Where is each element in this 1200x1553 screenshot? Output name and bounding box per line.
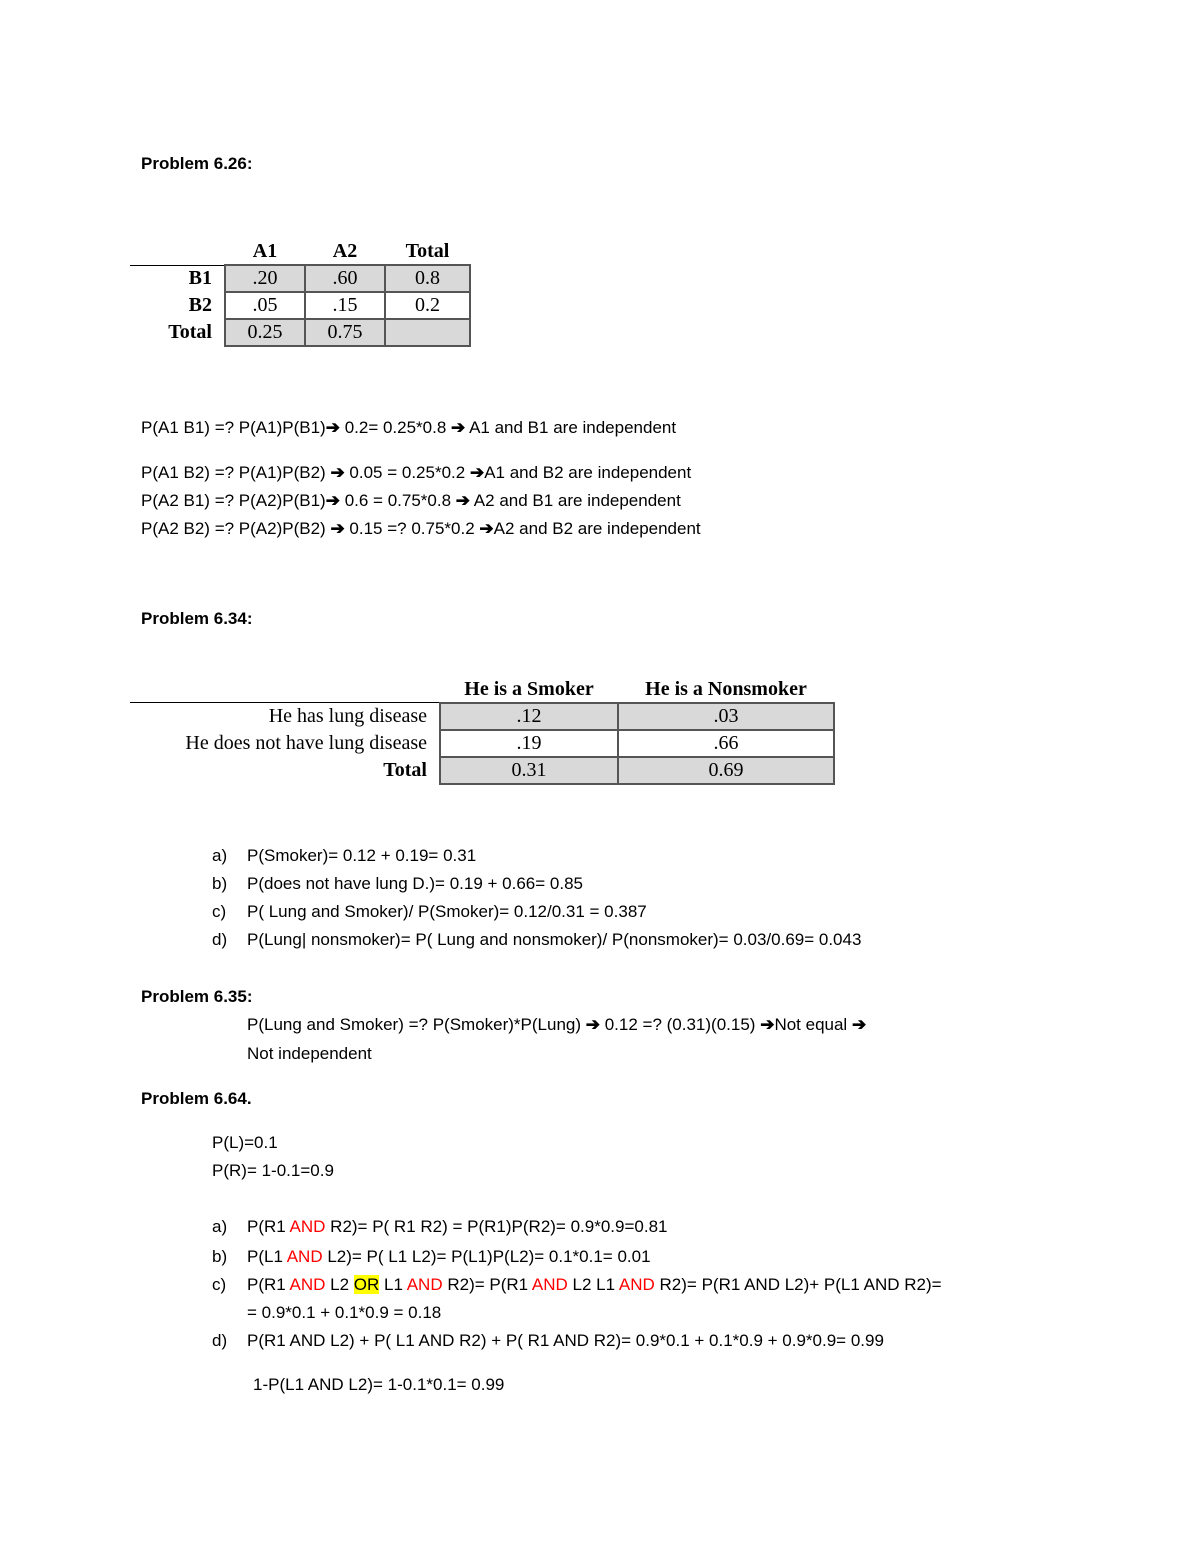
independence-line-a1b1: P(A1 B1) =? P(A1)P(B1)➔ 0.2= 0.25*0.8 ➔ A1 and B1 are independent [141,418,677,437]
row-label-total: Total [168,321,212,343]
col-header-a1: A1 [252,239,278,262]
list-item-d: d) P(Lung| nonsmoker)= P( Lung and nonsmoker)/ P(nonsmoker)= 0.03/0.69= 0.043 [212,930,862,949]
cell-b2-a2: .15 [305,292,385,319]
independence-line-a2b1: P(A2 B1) =? P(A2)P(B1)➔ 0.6 = 0.75*0.8 ➔ A2 and B1 are independent [141,491,681,510]
table-634 [130,676,835,785]
problem-635-line-1: P(Lung and Smoker) =? P(Smoker)*P(Lung) ➔ 0.12 =? (0.31)(0.15) ➔Not equal ➔ [247,1015,867,1034]
row-label-no-lung-disease: He does not have lung disease [185,732,427,754]
prob-r: P(R)= 1-0.1=0.9 [212,1161,334,1180]
cell-total-a1: 0.25 [225,319,305,346]
row-label-b1: B1 [188,267,212,289]
cell-lung-smoker: .12 [440,703,618,730]
list-item-a: a) P(R1 AND R2)= P( R1 R2) = P(R1)P(R2)= 0.9*0.9=0.81 [212,1217,668,1236]
row-label-b2: B2 [188,294,212,316]
arrow-icon: ➔ [330,519,345,538]
alternate-solution: 1-P(L1 AND L2)= 1-0.1*0.1= 0.99 [253,1375,505,1394]
arrow-icon: ➔ [330,463,345,482]
cell-total-a2: 0.75 [305,319,385,346]
independence-line-a1b2: P(A1 B2) =? P(A1)P(B2) ➔ 0.05 = 0.25*0.2 ➔A1 and B2 are independent [141,463,692,482]
arrow-icon: ➔ [455,491,471,510]
cell-lung-nonsmoker: .03 [618,703,834,730]
arrow-icon: ➔ [325,491,340,510]
list-item-b: b) P(L1 AND L2)= P( L1 L2)= P(L1)P(L2)= 0.1*0.1= 0.01 [212,1247,651,1266]
cell-nolung-nonsmoker: .66 [618,730,834,757]
row-label-total: Total [383,759,427,781]
problem-635-title: Problem 6.35: [141,987,253,1006]
list-item-c: c) P(R1 AND L2 OR L1 AND R2)= P(R1 AND L2 L1 AND R2)= P(R1 AND L2)+ P(L1 AND R2)= [212,1275,942,1294]
col-header-nonsmoker: He is a Nonsmoker [645,677,807,700]
cell-b1-total: 0.8 [385,265,470,292]
arrow-icon: ➔ [585,1015,600,1034]
problem-664-title: Problem 6.64. [141,1089,252,1108]
list-item-b: b) P(does not have lung D.)= 0.19 + 0.66= 0.85 [212,874,583,893]
arrow-icon: ➔ [451,418,466,437]
cell-nolung-smoker: .19 [440,730,618,757]
cell-total-smoker: 0.31 [440,757,618,784]
col-header-total: Total [405,239,450,262]
problem-635-line-2: Not independent [247,1044,372,1063]
arrow-icon: ➔ [469,463,485,482]
arrow-icon: ➔ [760,1015,775,1034]
list-item-c: c) P( Lung and Smoker)/ P(Smoker)= 0.12/0.31 = 0.387 [212,902,647,921]
col-header-smoker: He is a Smoker [464,677,594,700]
table-626 [130,238,471,347]
problem-634-title: Problem 6.34: [141,609,253,628]
cell-total-total [385,319,470,346]
independence-line-a2b2: P(A2 B2) =? P(A2)P(B2) ➔ 0.15 =? 0.75*0.2 ➔A2 and B2 are independent [141,519,701,538]
problem-626-title: Problem 6.26: [141,154,253,173]
cell-b2-total: 0.2 [385,292,470,319]
cell-b1-a2: .60 [305,265,385,292]
cell-b2-a1: .05 [225,292,305,319]
col-header-a2: A2 [332,239,358,262]
list-item-d: d) P(R1 AND L2) + P( L1 AND R2) + P( R1 AND R2)= 0.9*0.1 + 0.1*0.9 + 0.9*0.9= 0.99 [212,1331,884,1350]
prob-l: P(L)=0.1 [212,1133,278,1152]
arrow-icon: ➔ [325,418,340,437]
cell-total-nonsmoker: 0.69 [618,757,834,784]
list-item-a: a) P(Smoker)= 0.12 + 0.19= 0.31 [212,846,477,865]
cell-b1-a1: .20 [225,265,305,292]
list-item-c-continuation: = 0.9*0.1 + 0.1*0.9 = 0.18 [247,1303,442,1322]
highlighted-or: OR [353,1275,380,1294]
row-label-lung-disease: He has lung disease [268,705,427,727]
arrow-icon: ➔ [851,1015,867,1034]
arrow-icon: ➔ [479,519,494,538]
